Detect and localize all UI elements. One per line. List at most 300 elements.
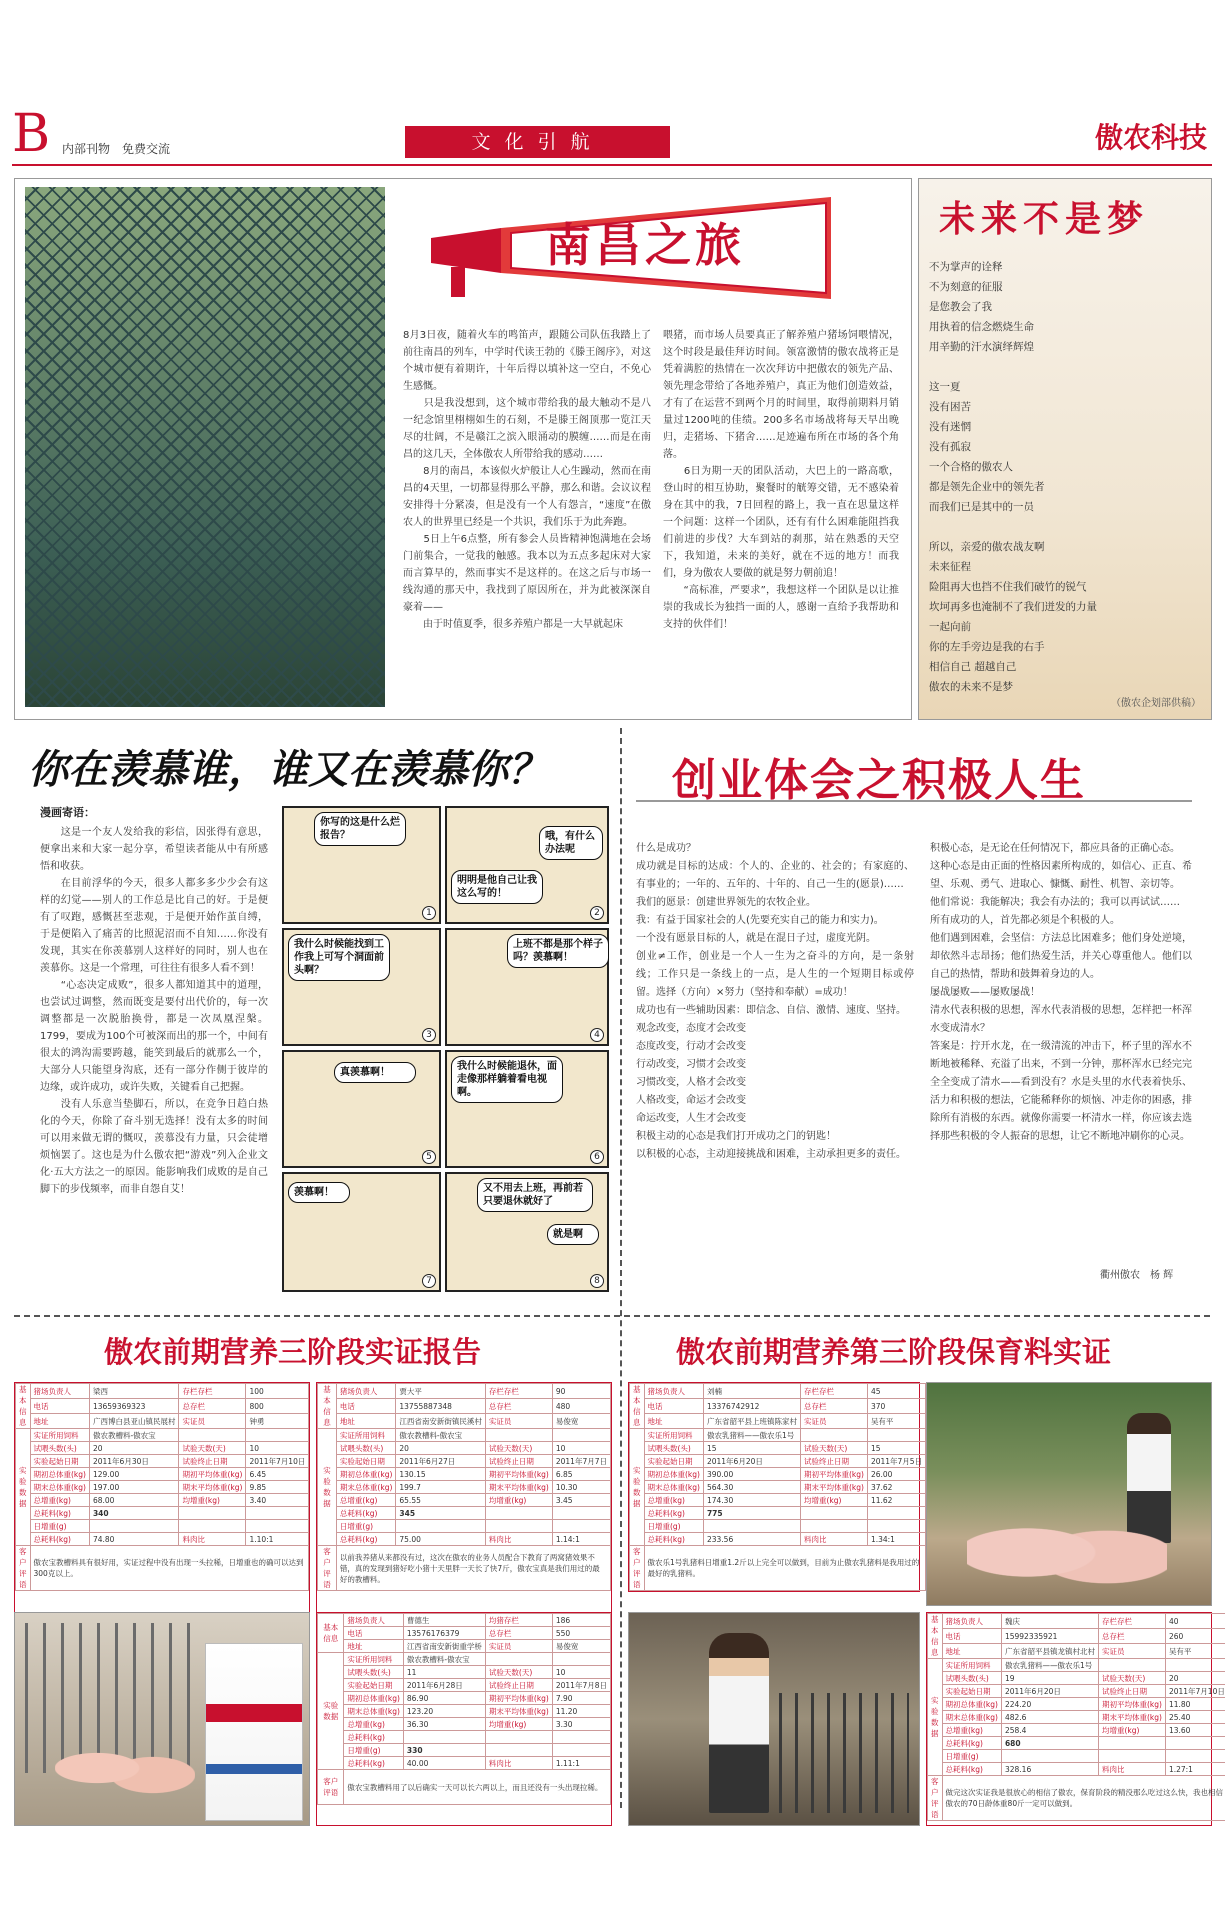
table-cell: 9.85 bbox=[246, 1481, 309, 1494]
table-cell: 40 bbox=[1165, 1614, 1225, 1629]
table-cell: 总耗料(kg) bbox=[942, 1737, 1001, 1750]
table-row bbox=[16, 1507, 309, 1520]
table-cell: 2011年6月30日 bbox=[89, 1455, 179, 1468]
table-row bbox=[630, 1533, 926, 1546]
table-cell: 期初平均体重(kg) bbox=[485, 1692, 552, 1705]
table-cell: 地址 bbox=[644, 1414, 703, 1429]
table-cell: 广东省韶平县上班镇陈家村 bbox=[703, 1414, 800, 1429]
table-cell bbox=[1165, 1750, 1225, 1763]
table-row bbox=[928, 1724, 1225, 1737]
report-table bbox=[628, 1382, 923, 1592]
table-cell: 广东省韶平县镇龙镇村北村 bbox=[1001, 1644, 1098, 1659]
table-row bbox=[630, 1399, 926, 1414]
piglet-feed-photo bbox=[14, 1612, 310, 1826]
poem-box bbox=[918, 178, 1212, 720]
table-cell: 15992335921 bbox=[1001, 1629, 1098, 1644]
table-cell: 20 bbox=[89, 1442, 179, 1455]
table-row bbox=[318, 1666, 611, 1679]
table-row bbox=[318, 1757, 611, 1770]
table-cell: 期末平均体重(kg) bbox=[485, 1481, 552, 1494]
table-cell bbox=[179, 1507, 246, 1520]
row-group-label: 基本信息 bbox=[318, 1614, 344, 1653]
table-cell: 68.00 bbox=[89, 1494, 179, 1507]
table-cell: 总存栏 bbox=[485, 1627, 552, 1640]
table-cell: 期初平均体重(kg) bbox=[800, 1468, 867, 1481]
table-cell: 6.45 bbox=[246, 1468, 309, 1481]
table-row bbox=[318, 1429, 611, 1442]
table-cell: 期末总体重(kg) bbox=[644, 1481, 703, 1494]
table-cell: 130.15 bbox=[396, 1468, 486, 1481]
speech-bubble: 你写的这是什么烂报告？ bbox=[314, 812, 406, 846]
table-cell bbox=[246, 1507, 309, 1520]
table-cell: 25.40 bbox=[1165, 1711, 1225, 1724]
panel-number: 3 bbox=[422, 1028, 436, 1042]
table-row bbox=[16, 1533, 309, 1546]
table-cell: 10 bbox=[552, 1666, 610, 1679]
piglets bbox=[55, 1733, 195, 1803]
customer-comment: 以前我养猪从来都没有过，这次在傲农的业务人员配合下教育了两窝猪效果不错，真的发现到猪好吃小猪十天里胖一天长了快7斤，傲农宝真是我们用过的最好的教槽料。 bbox=[336, 1546, 610, 1591]
table-cell: 吴有平 bbox=[867, 1414, 925, 1429]
table-cell: 期初平均体重(kg) bbox=[1098, 1698, 1165, 1711]
table-cell: 13659369323 bbox=[89, 1399, 179, 1414]
table-cell: 地址 bbox=[344, 1640, 403, 1653]
row-group-label: 基本信息 bbox=[630, 1384, 645, 1429]
brand-logo: 傲农科技 bbox=[1094, 121, 1207, 154]
header-subtitle: 内部刊物 免费交流 bbox=[62, 142, 171, 156]
article-positive-col-2: 积极心态，是无论在任何情况下，都应具备的正确心态。 这种心态是由正面的性格因素所构成的，如信心、正直、希望、乐观、勇气、进取心、慷慨、耐性、机智、亲切等。 他们常说：我能解决；我会有办法的；我可以再试试…… 所有成功的人，首先都必须是个积极的人。 他们遇到困难，会坚信：方法总比困难多；他们身处逆境，却依然斗志昂扬；他们热爱生活，并关心尊重他人。他们以自己的热情，帮助和鼓舞着身边的人。 屡战屡败——屡败屡战！ 清水代表积极的思想，浑水代表消极的思想，怎样把一杯浑水变成清水？ 答案是：拧开水龙，在一级清流的冲击下，杯子里的浑水不断地被稀释、充溢了出来，不到一分钟，那杯浑水已经完完全全变成了清水——看到没有？水是头里的水代表着快乐、活力和积极的想法，它能稀释你的烦恼、冲走你的困惑，排除所有消极的东西。就像你需要一杯清水一样，你应该去选择那些积极的令人振奋的思想，让它不断地冲刷你的心灵。 bbox=[930, 843, 1192, 1142]
comic-panel-8 bbox=[445, 1172, 609, 1292]
table-cell bbox=[485, 1653, 552, 1666]
table-cell: 总增重(kg) bbox=[644, 1494, 703, 1507]
table-cell: 料肉比 bbox=[179, 1533, 246, 1546]
table-cell: 料肉比 bbox=[1098, 1763, 1165, 1776]
table-cell: 总耗料(kg) bbox=[336, 1533, 395, 1546]
table-cell: 实证所用饲料 bbox=[344, 1653, 403, 1666]
table-row bbox=[16, 1494, 309, 1507]
table-cell: 1.14:1 bbox=[552, 1533, 610, 1546]
row-group-label: 客户评语 bbox=[16, 1546, 31, 1591]
table-cell: 地址 bbox=[30, 1414, 89, 1429]
customer-comment: 傲农宝教槽料用了以后确实一天可以长六两以上，而且还没有一头出现拉稀。 bbox=[344, 1770, 611, 1805]
table-cell: 11.62 bbox=[867, 1494, 925, 1507]
table-cell: 存栏存栏 bbox=[1098, 1614, 1165, 1629]
table-row bbox=[318, 1718, 611, 1731]
table-cell: 总存栏 bbox=[800, 1399, 867, 1414]
table-row bbox=[928, 1614, 1225, 1629]
table-cell bbox=[800, 1429, 867, 1442]
table-cell: 吴有平 bbox=[1165, 1644, 1225, 1659]
poem-text: 不为掌声的诠释 不为刻意的征服 是您教会了我 用执着的信念燃烧生命 用辛勤的汗水演绎辉煌 这一夏 没有困苦 没有迷惘 没有孤寂 一个合格的傲农人 都是领先企业中的领先者 而我们已是其中的一员 所以，亲爱的傲农战友啊 未来征程 险阻再大也挡不住我们破竹的锐气 坎坷再多也淹制不了我们迸发的力量 一起向前 你的左手旁边是我的右手 相信自己 超越自己 傲农的未来不是梦 bbox=[929, 261, 1097, 693]
table-cell bbox=[703, 1520, 800, 1533]
article-positive-col-1: 什么是成功？ 成功就是目标的达成：个人的、企业的、社会的；有家庭的、有事业的；一年的、五年的、十年的、自己一生的(愿景)…… 我们的愿景：创建世界领先的农牧企业。 我：有益于国家社会的人(先要充实自己的能力和实力)。 一个没有愿景目标的人，就是在混日子过，虚度光阴。 创业≠工作，创业是一个人一生为之奋斗的方向，是一条射线；工作只是一条线上的一点，是人生的一个短期目标或停留。选择（方向）×努力（坚持和奉献）=成功！ 成功也有一些辅助因素：即信念、自信、激情、速度、坚持。 观念改变，态度才会改变 态度改变，行动才会改变 行动改变，习惯才会改变 习惯改变，人格才会改变 人格改变，命运才会改变 命运改变，人生才会改变 积极主动的心态是我们打开成功之门的钥匙！ 以积极的心态，主动迎接挑战和困难，主动承担更多的责任。 bbox=[636, 843, 914, 1160]
table-cell: 实验起始日期 bbox=[644, 1455, 703, 1468]
table-cell: 试验终止日期 bbox=[485, 1455, 552, 1468]
table-row bbox=[318, 1533, 611, 1546]
report-table bbox=[14, 1382, 310, 1614]
table-row bbox=[318, 1414, 611, 1429]
table-cell: 均增重(kg) bbox=[485, 1494, 552, 1507]
table-cell: 482.6 bbox=[1001, 1711, 1098, 1724]
table-cell: 均增重(kg) bbox=[1098, 1724, 1165, 1737]
section-letter: B bbox=[12, 104, 51, 164]
comic-panel-3 bbox=[282, 928, 441, 1046]
table-cell bbox=[800, 1520, 867, 1533]
table-cell: 电话 bbox=[336, 1399, 395, 1414]
table-cell: 224.20 bbox=[1001, 1698, 1098, 1711]
table-cell bbox=[1001, 1750, 1098, 1763]
table-cell bbox=[485, 1507, 552, 1520]
table-cell: 800 bbox=[246, 1399, 309, 1414]
table-cell bbox=[1098, 1737, 1165, 1750]
table-cell bbox=[800, 1507, 867, 1520]
table-cell: 料肉比 bbox=[800, 1533, 867, 1546]
table-cell: 实证所用饲料 bbox=[336, 1429, 395, 1442]
table-cell: 40.00 bbox=[403, 1757, 485, 1770]
table-row bbox=[630, 1414, 926, 1429]
table-cell: 2011年7月10日 bbox=[1165, 1685, 1225, 1698]
table-row bbox=[928, 1672, 1225, 1685]
panel-number: 4 bbox=[590, 1028, 604, 1042]
table-cell: 186 bbox=[552, 1614, 610, 1627]
table-cell: 实证员 bbox=[179, 1414, 246, 1429]
table-cell: 123.20 bbox=[403, 1705, 485, 1718]
table-cell: 233.56 bbox=[703, 1533, 800, 1546]
feed-bag-stripe bbox=[206, 1764, 302, 1774]
table-row bbox=[318, 1520, 611, 1533]
table-cell: 试验终止日期 bbox=[485, 1679, 552, 1692]
table-cell bbox=[485, 1744, 552, 1757]
article-column-2: 喂猪，而市场人员要真正了解养殖户猪场饲喂情况，这个时段是最佳拜访时间。领富激情的傲农战将正是凭着满腔的热情在一次次拜访中把傲农的领先产品、领先理念带给了各地养殖户，真正为他们创造效益，才有了在运营不到两个月的时间里，取得前期料月销量过1200吨的佳绩。200多名市场战将每天早出晚归，走猪场、下猪舍……足迹遍布所在市场的各个角落。 6日为期一天的团队活动，大巴上的一路高歌，登山时的相互协助，聚餐时的觥筹交错，无不感染着身在其中的我，7日回程的路上，我一直在思量这样一个问题：这样一个团队，还有有什么困难能阻挡我们前进的步伐？大车到站的刹那，站在熟悉的天空下，我知道，未来的美好，就在不远的地方！而我们，身为傲农人要做的就是努力朝前追！ “高标准，严要求”，我想这样一个团队是以让推崇的我成长为独挡一面的人，感谢一直给予我帮助和支持的伙伴们！ bbox=[663, 330, 899, 630]
table-cell bbox=[1165, 1737, 1225, 1750]
table-cell: 试喂头数(头) bbox=[30, 1442, 89, 1455]
farmer-pigs-photo bbox=[926, 1382, 1212, 1606]
table-cell bbox=[485, 1731, 552, 1744]
table-cell: 11.20 bbox=[552, 1705, 610, 1718]
table-cell bbox=[485, 1520, 552, 1533]
row-group-label: 客户评语 bbox=[318, 1770, 344, 1805]
table-cell: 总存栏 bbox=[485, 1399, 552, 1414]
report-table bbox=[926, 1612, 1225, 1826]
row-group-label: 实验数据 bbox=[318, 1653, 344, 1770]
table-row bbox=[318, 1384, 611, 1399]
table-row bbox=[318, 1494, 611, 1507]
row-group-label: 客户评语 bbox=[630, 1546, 645, 1591]
row-group-label: 客户评语 bbox=[928, 1776, 943, 1821]
table-cell: 199.7 bbox=[396, 1481, 486, 1494]
customer-comment: 做完这次实证我是很放心的相信了傲农，保育阶段的精没那么吃过这么快，我也相信傲农的70日龄体重80斤一定可以做到。 bbox=[942, 1776, 1225, 1821]
table-cell: 期末平均体重(kg) bbox=[800, 1481, 867, 1494]
table-cell: 564.30 bbox=[703, 1481, 800, 1494]
row-group-label: 实验数据 bbox=[630, 1429, 645, 1546]
table-row bbox=[630, 1429, 926, 1442]
table-cell: 总耗料(kg) bbox=[644, 1533, 703, 1546]
table-cell: 36.30 bbox=[403, 1718, 485, 1731]
table-cell: 775 bbox=[703, 1507, 800, 1520]
table-row bbox=[630, 1494, 926, 1507]
table-row bbox=[16, 1455, 309, 1468]
table-cell: 10 bbox=[552, 1442, 610, 1455]
row-group-label: 客户评语 bbox=[318, 1546, 337, 1591]
table-cell bbox=[552, 1429, 610, 1442]
table-cell: 2011年7月7日 bbox=[552, 1455, 610, 1468]
table-cell: 197.00 bbox=[89, 1481, 179, 1494]
table-cell: 1.10:1 bbox=[246, 1533, 309, 1546]
table-row bbox=[928, 1750, 1225, 1763]
table-cell: 174.30 bbox=[703, 1494, 800, 1507]
table-row bbox=[16, 1520, 309, 1533]
table-cell: 260 bbox=[1165, 1629, 1225, 1644]
table-cell bbox=[867, 1507, 925, 1520]
table-row bbox=[16, 1481, 309, 1494]
table-row bbox=[318, 1653, 611, 1666]
table-cell: 1.27:1 bbox=[1165, 1763, 1225, 1776]
report-data-table bbox=[15, 1383, 309, 1591]
speech-bubble: 明明是他自己让我这么写的！ bbox=[451, 870, 543, 904]
table-cell: 总增重(kg) bbox=[30, 1494, 89, 1507]
table-cell bbox=[403, 1731, 485, 1744]
table-cell: 期末平均体重(kg) bbox=[179, 1481, 246, 1494]
table-cell: 680 bbox=[1001, 1737, 1098, 1750]
table-row bbox=[318, 1481, 611, 1494]
table-row bbox=[928, 1659, 1225, 1672]
table-cell: 试验终止日期 bbox=[1098, 1685, 1165, 1698]
table-row bbox=[630, 1481, 926, 1494]
table-row bbox=[16, 1442, 309, 1455]
table-cell: 340 bbox=[89, 1507, 179, 1520]
table-cell: 总耗料(kg) bbox=[30, 1507, 89, 1520]
table-cell: 均增重(kg) bbox=[179, 1494, 246, 1507]
table-row bbox=[928, 1763, 1225, 1776]
table-cell: 实证所用饲料 bbox=[942, 1659, 1001, 1672]
table-cell: 13755887348 bbox=[396, 1399, 486, 1414]
table-cell: 总增重(kg) bbox=[942, 1724, 1001, 1737]
comic-panel-1 bbox=[282, 806, 441, 924]
report-data-table bbox=[317, 1613, 611, 1805]
table-cell: 2011年6月27日 bbox=[396, 1455, 486, 1468]
table-cell: 实证所用饲料 bbox=[644, 1429, 703, 1442]
table-cell: 电话 bbox=[644, 1399, 703, 1414]
poem-title: 未来不是梦 bbox=[939, 198, 1150, 240]
table-cell bbox=[485, 1429, 552, 1442]
table-cell: 日增重(g) bbox=[644, 1520, 703, 1533]
table-cell bbox=[179, 1520, 246, 1533]
table-cell: 期末总体重(kg) bbox=[336, 1481, 395, 1494]
table-cell: 傲农教槽料-傲农宝 bbox=[403, 1653, 485, 1666]
table-cell bbox=[1165, 1659, 1225, 1672]
table-row bbox=[630, 1507, 926, 1520]
speech-bubble: 哦，有什么办法呢 bbox=[539, 826, 603, 860]
table-cell bbox=[89, 1520, 179, 1533]
customer-comment: 傲农宝教槽料具有很好用，实证过程中没有出现一头拉稀，日增重也的确可以达到300克以上。 bbox=[30, 1546, 309, 1591]
table-cell: 地址 bbox=[336, 1414, 395, 1429]
table-cell: 试喂头数(头) bbox=[942, 1672, 1001, 1685]
table-cell: 猪场负责人 bbox=[644, 1384, 703, 1399]
table-cell: 刘楠 bbox=[703, 1384, 800, 1399]
table-row bbox=[318, 1507, 611, 1520]
row-divider bbox=[14, 1315, 1210, 1317]
table-cell: 6.85 bbox=[552, 1468, 610, 1481]
table-row bbox=[318, 1442, 611, 1455]
article-envy-title: 你在羡慕谁，谁又在羡慕你？ bbox=[28, 746, 548, 793]
table-row bbox=[318, 1731, 611, 1744]
table-cell: 13376742912 bbox=[703, 1399, 800, 1414]
table-row bbox=[928, 1685, 1225, 1698]
table-cell: 魏庆 bbox=[1001, 1614, 1098, 1629]
table-cell: 总耗料(kg) bbox=[344, 1731, 403, 1744]
farmer bbox=[709, 1633, 769, 1813]
row-group-label: 基本信息 bbox=[318, 1384, 337, 1429]
table-cell: 存栏存栏 bbox=[800, 1384, 867, 1399]
table-row bbox=[318, 1705, 611, 1718]
table-row bbox=[928, 1644, 1225, 1659]
table-cell: 试验天数(天) bbox=[800, 1442, 867, 1455]
table-cell: 猪场负责人 bbox=[336, 1384, 395, 1399]
panel-number: 2 bbox=[590, 906, 604, 920]
article-author: 衢州傲农 杨 辉 bbox=[1100, 1270, 1174, 1281]
table-cell: 328.16 bbox=[1001, 1763, 1098, 1776]
section-title: 文化引航 bbox=[405, 126, 670, 158]
table-cell: 100 bbox=[246, 1384, 309, 1399]
poem-credit: （傲农企划部供稿） bbox=[1111, 698, 1201, 709]
table-row bbox=[16, 1546, 309, 1591]
table-cell: 550 bbox=[552, 1627, 610, 1640]
table-cell: 江西省南安新街镇民溪村 bbox=[396, 1414, 486, 1429]
report-data-table bbox=[629, 1383, 926, 1591]
table-cell: 期初平均体重(kg) bbox=[485, 1468, 552, 1481]
table-row bbox=[630, 1455, 926, 1468]
speech-bubble: 就是啊 bbox=[547, 1224, 599, 1245]
table-cell: 易俊宽 bbox=[552, 1640, 610, 1653]
table-cell: 电话 bbox=[942, 1629, 1001, 1644]
speech-bubble: 羡慕啊！ bbox=[288, 1182, 350, 1203]
table-cell: 10 bbox=[246, 1442, 309, 1455]
table-cell: 日增重(g) bbox=[30, 1520, 89, 1533]
table-cell: 总耗料(kg) bbox=[942, 1763, 1001, 1776]
table-cell: 期末总体重(kg) bbox=[344, 1705, 403, 1718]
table-cell bbox=[1098, 1659, 1165, 1672]
table-cell: 地址 bbox=[942, 1644, 1001, 1659]
table-cell: 料肉比 bbox=[485, 1757, 552, 1770]
table-cell: 均增重(kg) bbox=[485, 1718, 552, 1731]
table-cell: 实证所用饲料 bbox=[30, 1429, 89, 1442]
table-cell: 傲农教槽料-傲农宝 bbox=[396, 1429, 486, 1442]
table-cell bbox=[246, 1520, 309, 1533]
table-cell: 2011年7月5日 bbox=[867, 1455, 925, 1468]
table-cell: 实验起始日期 bbox=[30, 1455, 89, 1468]
table-cell: 均猪存栏 bbox=[485, 1614, 552, 1627]
table-row bbox=[16, 1384, 309, 1399]
table-cell: 90 bbox=[552, 1384, 610, 1399]
table-cell: 期初平均体重(kg) bbox=[179, 1468, 246, 1481]
table-row bbox=[318, 1455, 611, 1468]
table-cell bbox=[179, 1429, 246, 1442]
table-cell: 曹德生 bbox=[403, 1614, 485, 1627]
comic-panel-6 bbox=[445, 1050, 609, 1168]
title-underline bbox=[636, 800, 1192, 802]
report-left-title: 傲农前期营养三阶段实证报告 bbox=[104, 1335, 482, 1369]
table-cell: 1.34:1 bbox=[867, 1533, 925, 1546]
table-cell bbox=[867, 1520, 925, 1533]
table-cell: 存栏存栏 bbox=[179, 1384, 246, 1399]
table-cell: 总耗料(kg) bbox=[30, 1533, 89, 1546]
table-cell: 3.40 bbox=[246, 1494, 309, 1507]
table-row bbox=[318, 1744, 611, 1757]
comic-label: 漫画寄语： bbox=[40, 806, 95, 819]
table-cell bbox=[552, 1653, 610, 1666]
table-cell: 实证员 bbox=[1098, 1644, 1165, 1659]
speech-bubble: 又不用去上班，再前若只要退休就好了 bbox=[477, 1178, 593, 1212]
table-cell: 总耗料(kg) bbox=[644, 1507, 703, 1520]
table-cell: 电话 bbox=[344, 1627, 403, 1640]
table-cell: 贾大平 bbox=[396, 1384, 486, 1399]
header-rule bbox=[12, 164, 1212, 166]
table-cell bbox=[246, 1429, 309, 1442]
table-cell: 实验起始日期 bbox=[336, 1455, 395, 1468]
table-cell: 37.62 bbox=[867, 1481, 925, 1494]
table-row bbox=[928, 1629, 1225, 1644]
table-cell: 试喂头数(头) bbox=[344, 1666, 403, 1679]
table-cell: 期末平均体重(kg) bbox=[1098, 1711, 1165, 1724]
comic-panel-7 bbox=[282, 1172, 441, 1292]
table-cell: 3.45 bbox=[552, 1494, 610, 1507]
table-cell: 易俊宽 bbox=[552, 1414, 610, 1429]
table-cell: 期初总体重(kg) bbox=[30, 1468, 89, 1481]
table-cell: 3.30 bbox=[552, 1718, 610, 1731]
table-row bbox=[928, 1711, 1225, 1724]
table-cell: 试喂头数(头) bbox=[336, 1442, 395, 1455]
table-row bbox=[928, 1698, 1225, 1711]
article-nanchang bbox=[14, 178, 912, 720]
table-cell: 45 bbox=[867, 1384, 925, 1399]
table-cell: 实证员 bbox=[485, 1414, 552, 1429]
table-cell: 试验天数(天) bbox=[179, 1442, 246, 1455]
table-cell: 11.80 bbox=[1165, 1698, 1225, 1711]
table-row bbox=[318, 1770, 611, 1805]
table-cell: 370 bbox=[867, 1399, 925, 1414]
report-data-table bbox=[317, 1383, 611, 1591]
table-cell: 料肉比 bbox=[485, 1533, 552, 1546]
table-cell bbox=[1098, 1750, 1165, 1763]
article-column-1: 8月3日夜，随着火车的鸣笛声，跟随公司队伍我踏上了前往南昌的列车，中学时代读王勃的《滕王阁序》，对这个城市便有着期许，十年后得以填补这一空白，不免心生感慨。 只是我没想到，这个城市带给我的最大触动不是八一纪念馆里栩栩如生的石刻，不是滕王阁顶那一览江天尽的壮阔，不是赣江之滨入眼涌动的膜缠……而是在南昌的这几天，全体傲农人所带给我的感动…… 8月的南昌，本该似火炉般让人心生躁动，然而在南昌的4天里，一切都显得那么平静，那么和谐。会议议程安排得十分紧凑，但是没有一个人有怨言，“速度”在傲农人的世界里已经是一个共识，我们乐于为此奔跑。 5日上午6点整，所有参会人员皆精神饱满地在会场门前集合，一觉我的触感。我本以为五点多起床对大家而言算早的，然而事实不是这样的。在这之后与市场一线沟通的那天中，我找到了原因所在，并为此被深深自豪着—— 由于时值夏季，很多养殖户都是一大早就起床 bbox=[403, 330, 651, 630]
table-cell: 2011年6月20日 bbox=[1001, 1685, 1098, 1698]
table-cell: 试验天数(天) bbox=[485, 1442, 552, 1455]
table-cell: 江西省南安新街重学桥 bbox=[403, 1640, 485, 1653]
speech-bubble: 我什么时候能退休，面走像那样躺着看电视啊。 bbox=[451, 1056, 563, 1103]
table-cell: 期末总体重(kg) bbox=[942, 1711, 1001, 1724]
table-cell: 75.00 bbox=[396, 1533, 486, 1546]
table-cell: 19 bbox=[1001, 1672, 1098, 1685]
farmer-pen-photo bbox=[628, 1612, 920, 1826]
table-cell: 330 bbox=[403, 1744, 485, 1757]
table-cell bbox=[552, 1731, 610, 1744]
panel-number: 7 bbox=[422, 1274, 436, 1288]
table-row bbox=[16, 1468, 309, 1481]
table-cell: 实验起始日期 bbox=[344, 1679, 403, 1692]
row-group-label: 实验数据 bbox=[928, 1659, 943, 1776]
table-cell: 试验终止日期 bbox=[179, 1455, 246, 1468]
report-table bbox=[316, 1382, 612, 1614]
comic-strip bbox=[282, 806, 608, 1290]
table-cell: 13576176379 bbox=[403, 1627, 485, 1640]
comic-panel-4 bbox=[445, 928, 609, 1046]
table-cell: 日增重(g) bbox=[336, 1520, 395, 1533]
table-cell: 7.90 bbox=[552, 1692, 610, 1705]
table-row bbox=[318, 1614, 611, 1627]
table-cell: 猪场负责人 bbox=[30, 1384, 89, 1399]
report-right-title: 傲农前期营养第三阶段保育料实证 bbox=[676, 1335, 1112, 1369]
table-cell: 钟勇 bbox=[246, 1414, 309, 1429]
table-cell bbox=[396, 1520, 486, 1533]
